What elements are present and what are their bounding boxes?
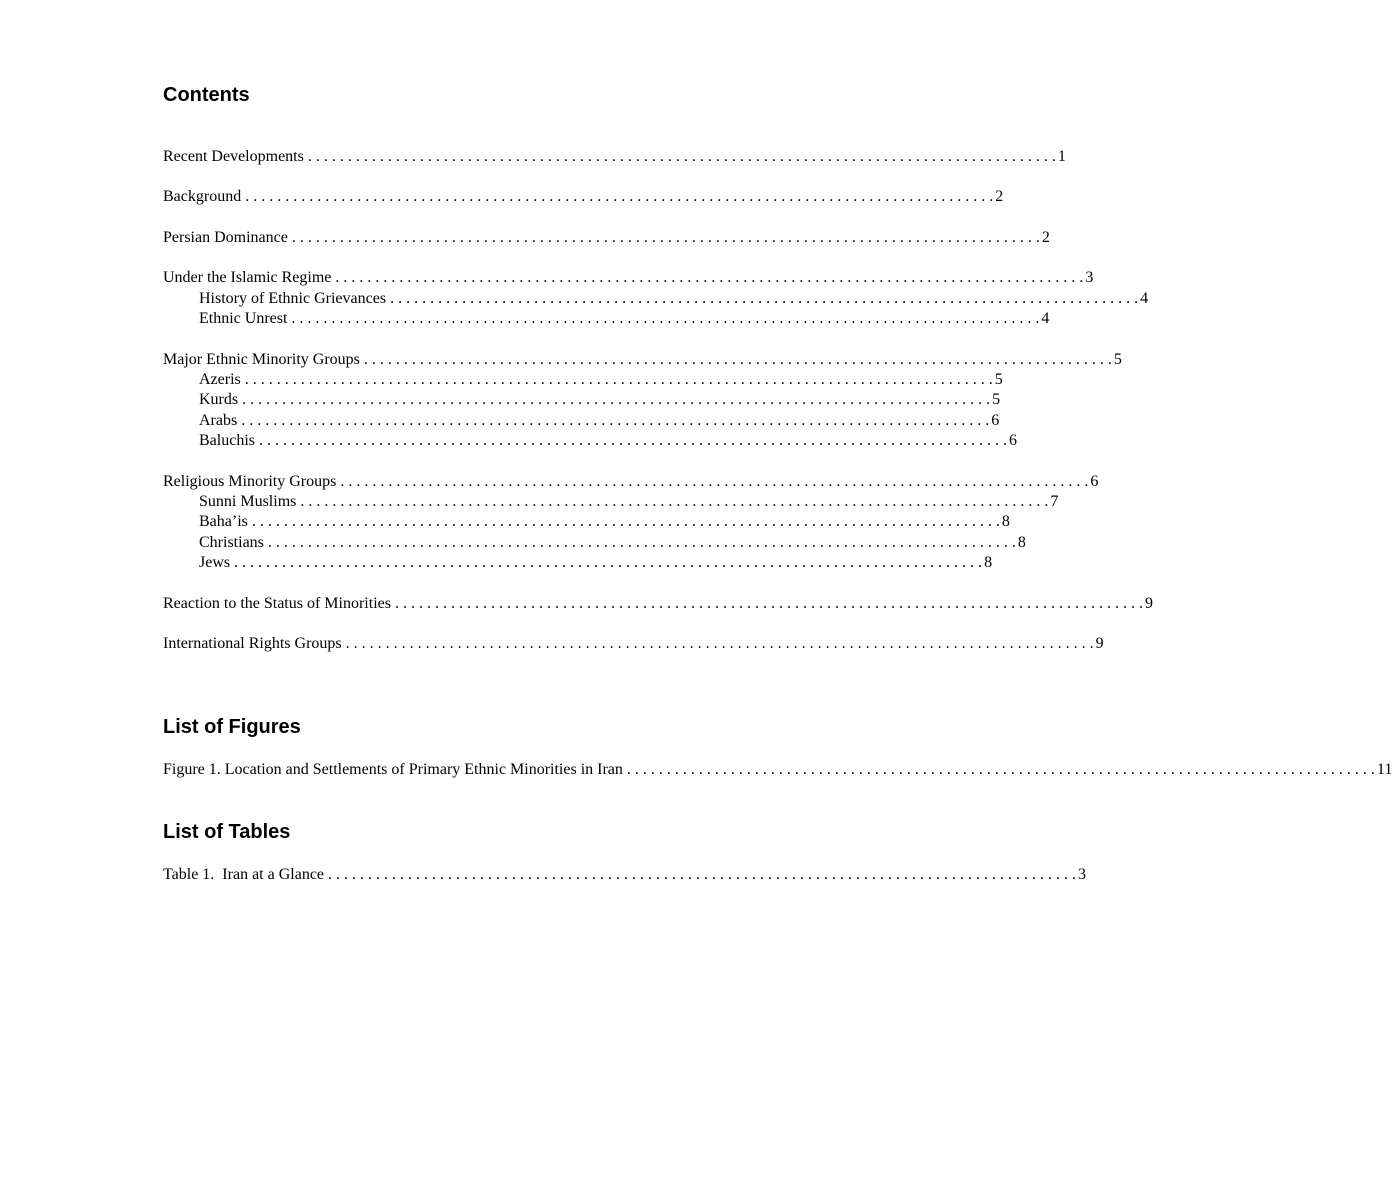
toc-entry-page: 4	[1140, 290, 1149, 307]
table-entry-title: Table 1. Iran at a Glance	[163, 866, 325, 883]
dot-leader: . . . . . . . . . . . . . . . . . . . . . . . . . . . . . . . . . . . . . . . . . . . . . . . . . . . . . . . . . . . . . . . . . . . . . . . . . . . . . . . . . . . . . . . . . . . . . .	[267, 534, 1016, 551]
dot-leader: . . . . . . . . . . . . . . . . . . . . . . . . . . . . . . . . . . . . . . . . . . . . . . . . . . . . . . . . . . . . . . . . . . . . . . . . . . . . . . . . . . . . . . . . . . . . . .	[234, 554, 983, 571]
toc-entry-title: Religious Minority Groups	[163, 473, 337, 490]
toc-entry-sunni-muslims[interactable]	[199, 492, 1059, 512]
toc-entry-background[interactable]	[163, 187, 1004, 207]
toc-entry-page: 8	[984, 554, 993, 571]
figure-entry-1[interactable]	[163, 760, 1392, 780]
dot-leader: . . . . . . . . . . . . . . . . . . . . . . . . . . . . . . . . . . . . . . . . . . . . . . . . . . . . . . . . . . . . . . . . . . . . . . . . . . . . . . . . . . . . . . . . . . . . . .	[251, 513, 1000, 530]
dot-leader: . . . . . . . . . . . . . . . . . . . . . . . . . . . . . . . . . . . . . . . . . . . . . . . . . . . . . . . . . . . . . . . . . . . . . . . . . . . . . . . . . . . . . . . . . . . . . .	[241, 412, 990, 429]
dot-leader: . . . . . . . . . . . . . . . . . . . . . . . . . . . . . . . . . . . . . . . . . . . . . . . . . . . . . . . . . . . . . . . . . . . . . . . . . . . . . . . . . . . . . . . . . . . . . .	[291, 229, 1040, 246]
dot-leader: . . . . . . . . . . . . . . . . . . . . . . . . . . . . . . . . . . . . . . . . . . . . . . . . . . . . . . . . . . . . . . . . . . . . . . . . . . . . . . . . . . . . . . . . . . . . . .	[340, 473, 1089, 490]
toc-entry-arabs[interactable]	[199, 411, 1000, 431]
list-of-figures-heading: List of Figures	[163, 716, 301, 738]
toc-entry-title: Under the Islamic Regime	[163, 269, 332, 286]
dot-leader: . . . . . . . . . . . . . . . . . . . . . . . . . . . . . . . . . . . . . . . . . . . . . . . . . . . . . . . . . . . . . . . . . . . . . . . . . . . . . . . . . . . . . . . . . . . . . .	[363, 351, 1112, 368]
dot-leader: . . . . . . . . . . . . . . . . . . . . . . . . . . . . . . . . . . . . . . . . . . . . . . . . . . . . . . . . . . . . . . . . . . . . . . . . . . . . . . . . . . . . . . . . . . . . . .	[328, 866, 1077, 883]
toc-entry-page: 5	[992, 391, 1001, 408]
table-entry-page: 3	[1078, 866, 1087, 883]
toc-entry-under-the-islamic-regime[interactable]	[163, 268, 1094, 288]
dot-leader: . . . . . . . . . . . . . . . . . . . . . . . . . . . . . . . . . . . . . . . . . . . . . . . . . . . . . . . . . . . . . . . . . . . . . . . . . . . . . . . . . . . . . . . . . . . . . .	[245, 188, 994, 205]
toc-entry-title: Background	[163, 188, 242, 205]
figure-entry-title: Figure 1. Location and Settlements of Primary Ethnic Minorities in Iran	[163, 761, 623, 778]
toc-entry-title: Azeris	[199, 371, 241, 388]
toc-entry-page: 9	[1144, 595, 1153, 612]
dot-leader: . . . . . . . . . . . . . . . . . . . . . . . . . . . . . . . . . . . . . . . . . . . . . . . . . . . . . . . . . . . . . . . . . . . . . . . . . . . . . . . . . . . . . . . . . . . . . .	[390, 290, 1139, 307]
dot-leader: . . . . . . . . . . . . . . . . . . . . . . . . . . . . . . . . . . . . . . . . . . . . . . . . . . . . . . . . . . . . . . . . . . . . . . . . . . . . . . . . . . . . . . . . . . . . . .	[345, 635, 1094, 652]
table-entry-1[interactable]	[163, 865, 1087, 885]
toc-entry-bahais[interactable]	[199, 512, 1010, 532]
toc-entry-kurds[interactable]	[199, 390, 1001, 410]
toc-entry-christians[interactable]	[199, 533, 1026, 553]
toc-entry-ethnic-unrest[interactable]	[199, 309, 1050, 329]
figure-entry-page: 11	[1376, 761, 1392, 778]
toc-entry-azeris[interactable]	[199, 370, 1003, 390]
toc-entry-title: Major Ethnic Minority Groups	[163, 351, 360, 368]
toc-entry-page: 2	[1041, 229, 1050, 246]
dot-leader: . . . . . . . . . . . . . . . . . . . . . . . . . . . . . . . . . . . . . . . . . . . . . . . . . . . . . . . . . . . . . . . . . . . . . . . . . . . . . . . . . . . . . . . . . . . . . .	[291, 310, 1040, 327]
dot-leader: . . . . . . . . . . . . . . . . . . . . . . . . . . . . . . . . . . . . . . . . . . . . . . . . . . . . . . . . . . . . . . . . . . . . . . . . . . . . . . . . . . . . . . . . . . . . . .	[394, 595, 1143, 612]
toc-entry-title: Ethnic Unrest	[199, 310, 288, 327]
toc-entry-religious-minority-groups[interactable]	[163, 472, 1099, 492]
toc-entry-title: Sunni Muslims	[199, 493, 297, 510]
toc-entry-page: 8	[1001, 513, 1010, 530]
toc-entry-page: 6	[1009, 432, 1017, 449]
toc-entry-title: Persian Dominance	[163, 229, 288, 246]
toc-entry-page: 6	[1090, 473, 1099, 490]
toc-entry-recent-developments[interactable]	[163, 147, 1066, 167]
toc-entry-baluchis[interactable]	[199, 431, 1017, 451]
toc-entry-title: Recent Developments	[163, 148, 304, 165]
toc-entry-title: Kurds	[199, 391, 239, 408]
toc-entry-page: 8	[1017, 534, 1026, 551]
dot-leader: . . . . . . . . . . . . . . . . . . . . . . . . . . . . . . . . . . . . . . . . . . . . . . . . . . . . . . . . . . . . . . . . . . . . . . . . . . . . . . . . . . . . . . . . . . . . . .	[244, 371, 993, 388]
toc-entry-international-rights-groups[interactable]	[163, 634, 1104, 654]
list-of-tables-heading: List of Tables	[163, 821, 291, 843]
toc-entry-title: Reaction to the Status of Minorities	[163, 595, 391, 612]
toc-entry-page: 3	[1085, 269, 1094, 286]
dot-leader: . . . . . . . . . . . . . . . . . . . . . . . . . . . . . . . . . . . . . . . . . . . . . . . . . . . . . . . . . . . . . . . . . . . . . . . . . . . . . . . . . . . . . . . . . . . . . .	[300, 493, 1049, 510]
dot-leader: . . . . . . . . . . . . . . . . . . . . . . . . . . . . . . . . . . . . . . . . . . . . . . . . . . . . . . . . . . . . . . . . . . . . . . . . . . . . . . . . . . . . . . . . . . . . . .	[259, 432, 1007, 449]
dot-leader: . . . . . . . . . . . . . . . . . . . . . . . . . . . . . . . . . . . . . . . . . . . . . . . . . . . . . . . . . . . . . . . . . . . . . . . . . . . . . . . . . . . . . . . . . . . . . .	[626, 761, 1375, 778]
toc-entry-title: International Rights Groups	[163, 635, 342, 652]
toc-entry-page: 7	[1050, 493, 1059, 510]
toc-entry-jews[interactable]	[199, 553, 993, 573]
toc-entry-title: Arabs	[199, 412, 238, 429]
toc-entry-title: Baha’is	[199, 513, 248, 530]
toc-entry-title: Baluchis	[199, 432, 255, 449]
dot-leader: . . . . . . . . . . . . . . . . . . . . . . . . . . . . . . . . . . . . . . . . . . . . . . . . . . . . . . . . . . . . . . . . . . . . . . . . . . . . . . . . . . . . . . . . . . . . . .	[335, 269, 1084, 286]
toc-entry-persian-dominance[interactable]	[163, 228, 1050, 248]
toc-entry-page: 6	[991, 412, 1000, 429]
toc-entry-title: Christians	[199, 534, 264, 551]
toc-entry-page: 4	[1041, 310, 1050, 327]
toc-entry-title: Jews	[199, 554, 231, 571]
toc-entry-page: 5	[1113, 351, 1122, 368]
toc-entry-history-of-ethnic-grievances[interactable]	[199, 289, 1149, 309]
toc-entry-page: 9	[1095, 635, 1104, 652]
toc-entry-page: 2	[995, 188, 1004, 205]
toc-entry-major-ethnic-minority-groups[interactable]	[163, 350, 1122, 370]
toc-entry-page: 5	[994, 371, 1003, 388]
toc-entry-reaction-to-status-of-minorities[interactable]	[163, 594, 1153, 614]
toc-entry-page: 1	[1057, 148, 1066, 165]
contents-heading: Contents	[163, 84, 250, 106]
dot-leader: . . . . . . . . . . . . . . . . . . . . . . . . . . . . . . . . . . . . . . . . . . . . . . . . . . . . . . . . . . . . . . . . . . . . . . . . . . . . . . . . . . . . . . . . . . . . . .	[242, 391, 991, 408]
dot-leader: . . . . . . . . . . . . . . . . . . . . . . . . . . . . . . . . . . . . . . . . . . . . . . . . . . . . . . . . . . . . . . . . . . . . . . . . . . . . . . . . . . . . . . . . . . . . . .	[307, 148, 1056, 165]
toc-entry-title: History of Ethnic Grievances	[199, 290, 387, 307]
